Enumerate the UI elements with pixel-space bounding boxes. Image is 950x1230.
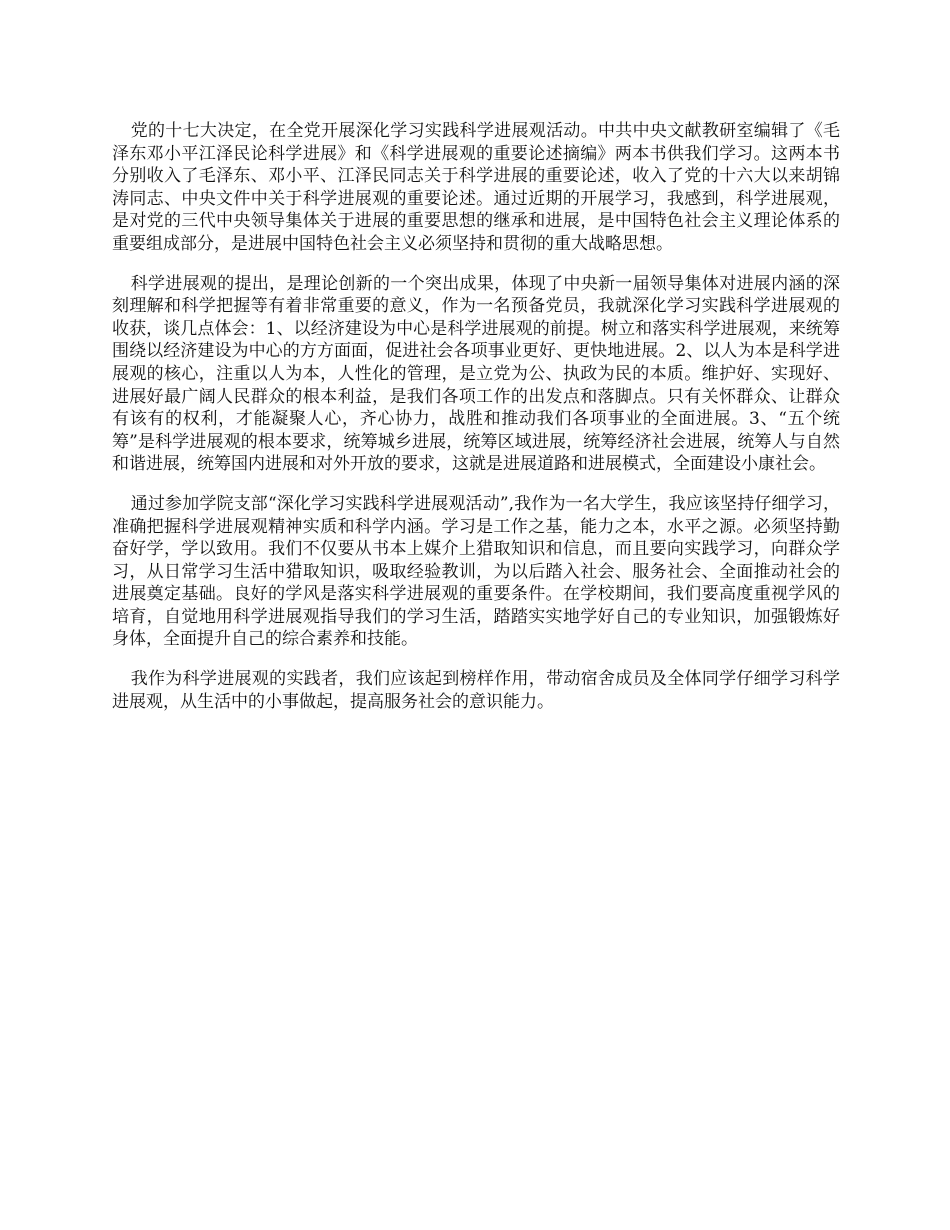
paragraph-4: 我作为科学进展观的实践者，我们应该起到榜样作用，带动宿舍成员及全体同学仔细学习科学进展观，从生活中的小事做起，提高服务社会的意识能力。 bbox=[112, 669, 840, 712]
paragraph-1: 党的十七大决定，在全党开展深化学习实践科学进展观活动。中共中央文献教研室编辑了《毛泽东邓小平江泽民论科学进展》和《科学进展观的重要论述摘编》两本书供我们学习。这两本书分别收入了毛泽东、邓小平、江泽民同志关于科学进展的重要论述，收入了党的十六大以来胡锦涛同志、中央文件中关于科学进展观的重要论述。通过近期的开展学习，我感到，科学进展观，是对党的三代中央领导集体关于进展的重要思想的继承和进展，是中国特色社会主义理论体系的重要组成部分，是进展中国特色社会主义必须坚持和贯彻的重大战略思想。 bbox=[112, 121, 840, 254]
paragraph-3: 通过参加学院支部“深化学习实践科学进展观活动”,我作为一名大学生，我应该坚持仔细学习，准确把握科学进展观精神实质和科学内涵。学习是工作之基，能力之本，水平之源。必须坚持勤奋好学，学以致用。我们不仅要从书本上媒介上猎取知识和信息，而且要向实践学习，向群众学习，从日常学习生活中猎取知识，吸取经验教训，为以后踏入社会、服务社会、全面推动社会的进展奠定基础。良好的学风是落实科学进展观的重要条件。在学校期间，我们要高度重视学风的培育，自觉地用科学进展观指导我们的学习生活，踏踏实实地学好自己的专业知识，加强锻炼好身体，全面提升自己的综合素养和技能。 bbox=[112, 493, 840, 650]
paragraph-2: 科学进展观的提出，是理论创新的一个突出成果，体现了中央新一届领导集体对进展内涵的深刻理解和科学把握等有着非常重要的意义，作为一名预备党员，我就深化学习实践科学进展观的收获，谈几点体会：1、以经济建设为中心是科学进展观的前提。树立和落实科学进展观，来统筹围绕以经济建设为中心的方方面面，促进社会各项事业更好、更快地进展。2、以人为本是科学进展观的核心，注重以人为本，人性化的管理，是立党为公、执政为民的本质。维护好、实现好、进展好最广阔人民群众的根本利益，是我们各项工作的出发点和落脚点。只有关怀群众、让群众有该有的权利，才能凝聚人心，齐心协力，战胜和推动我们各项事业的全面进展。3、“五个统筹”是科学进展观的根本要求，统筹城乡进展，统筹区域进展，统筹经济社会进展，统筹人与自然和谐进展，统筹国内进展和对外开放的要求，这就是进展道路和进展模式，全面建设小康社会。 bbox=[112, 273, 840, 475]
